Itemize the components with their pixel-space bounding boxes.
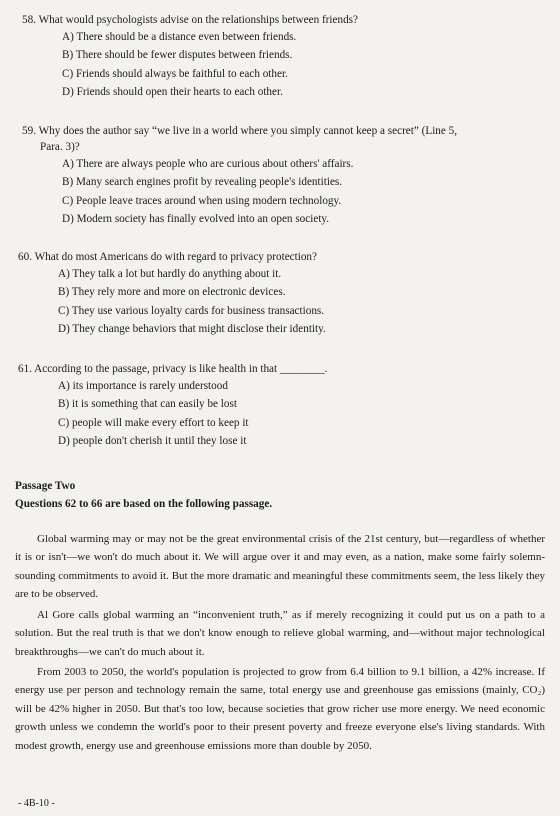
option-d[interactable]: D) Modern society has finally evolved into an open society. xyxy=(62,213,330,226)
option-d[interactable]: D) Friends should open their hearts to each other. xyxy=(62,86,283,99)
question-60 xyxy=(0,249,560,339)
question-text: What would psychologists advise on the relationships between friends? xyxy=(38,14,358,26)
question-stem xyxy=(0,123,560,139)
question-stem xyxy=(0,249,560,265)
option-b[interactable]: B) Many search engines profit by revealing people's identities. xyxy=(62,176,343,189)
passage-paragraph-1: Global warming may or may not be the great environmental crisis of the 21st century, but—regardless of whether it is or isn't—we won't do much about it. We will argue over it and may even, as a nation, make some fairly solemn-sounding commitments to avoid it. But the more dramatic and meaningful these commitments seem, the less likely they are to be observed. xyxy=(15,533,545,601)
question-58 xyxy=(0,12,560,102)
option-b[interactable]: B) They rely more and more on electronic devices. xyxy=(58,286,286,299)
question-59 xyxy=(0,123,560,229)
passage-subtitle: Questions 62 to 66 are based on the following passage. xyxy=(15,498,273,510)
option-c[interactable]: C) Friends should always be faithful to each other. xyxy=(62,67,288,80)
question-stem-continued: Para. 3)? xyxy=(40,141,80,153)
question-text: According to the passage, privacy is like health in that ________. xyxy=(34,363,328,375)
option-a[interactable]: A) There are always people who are curious about others' affairs. xyxy=(62,158,354,170)
option-c[interactable]: C) They use various loyalty cards for business transactions. xyxy=(58,304,325,317)
option-b[interactable]: B) it is something that can easily be lost xyxy=(58,398,237,411)
option-d[interactable]: D) They change behaviors that might disclose their identity. xyxy=(58,323,326,336)
option-b[interactable]: B) There should be fewer disputes between friends. xyxy=(62,49,293,62)
question-61 xyxy=(0,361,560,451)
passage-paragraph-2: Al Gore calls global warming an “inconvenient truth,” as if merely recognizing it could put us on a path to a solution. But the real truth is that we don't know enough to relieve global warming, and—without major technological breakthroughs—we can't do much about it. xyxy=(15,609,545,658)
option-c[interactable]: C) people will make every effort to keep it xyxy=(58,416,249,429)
question-number: 60. xyxy=(18,251,32,263)
option-c[interactable]: C) People leave traces around when using modern technology. xyxy=(62,194,342,207)
option-a[interactable]: A) its importance is rarely understood xyxy=(58,380,228,392)
passage-paragraph-3: From 2003 to 2050, the world's population is projected to grow from 6.4 billion to 9.1 billion, a 42% increase. If energy use per person and technology remain the same, total energy use and greenhouse gas emissions (mainly, CO₂) will be 42% higher in 2050. But that's too low, because societies that grow richer use more energy. We need economic growth unless we condemn the world's poor to their present poverty and freeze everyone else's living standards. With modest growth, energy use and greenhouse emissions more than double by 2050. xyxy=(15,666,545,752)
option-d[interactable]: D) people don't cherish it until they lose it xyxy=(58,435,247,448)
question-number: 59. xyxy=(22,125,36,137)
question-text: What do most Americans do with regard to privacy protection? xyxy=(34,251,317,263)
question-stem xyxy=(0,12,560,28)
option-a[interactable]: A) They talk a lot but hardly do anything about it. xyxy=(58,268,282,280)
question-number: 58. xyxy=(22,14,36,26)
passage-title: Passage Two xyxy=(15,480,76,492)
question-stem xyxy=(0,361,560,377)
page-number: - 4B-10 - xyxy=(18,798,55,809)
question-number: 61. xyxy=(18,363,32,375)
option-a[interactable]: A) There should be a distance even between friends. xyxy=(62,31,297,43)
question-text: Why does the author say “we live in a world where you simply cannot keep a secret” (Line 5, xyxy=(38,125,458,137)
